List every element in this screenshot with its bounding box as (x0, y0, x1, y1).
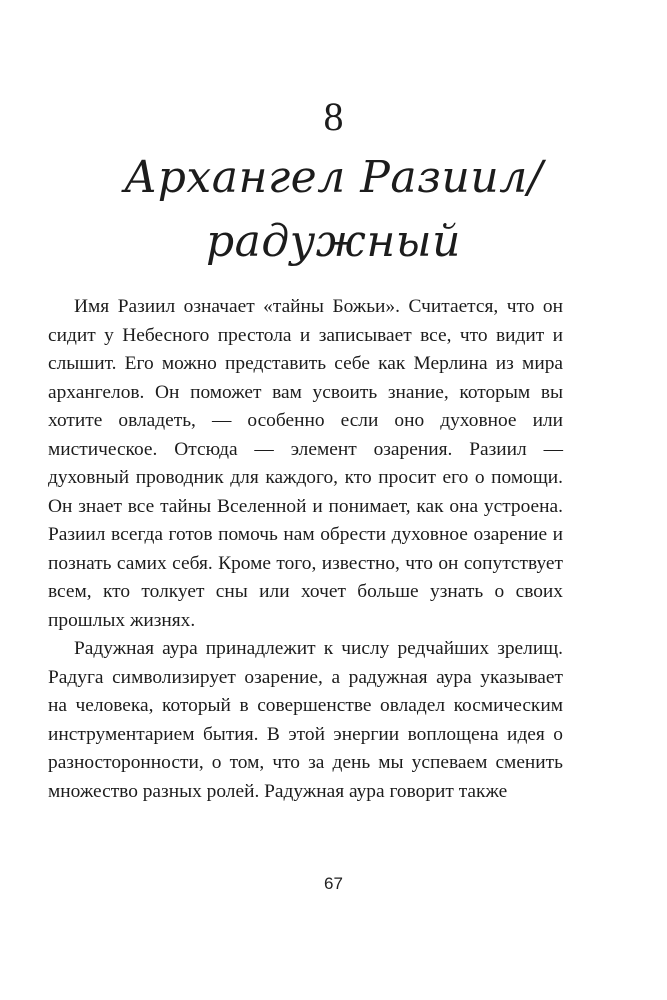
page-number: 67 (324, 874, 343, 893)
paragraph-1: Имя Разиил означает «тайны Божьи». Считается, что он сидит у Небесного престола и записывает все, что видит и слышит. Его можно представить себе как Мерлина из мира архангелов. Он поможет вам усвоить знание, которым вы хотите овладеть, — особенно если оно духовное или мистическое. Отсюда — элемент озарения. Разиил — духовный проводник для каждого, кто просит его о помощи. Он знает все тайны Вселенной и понимает, как она устроена. Разиил всегда готов помочь нам обрести духовное озарение и познать самих себя. Кроме того, известно, что он сопутствует всем, кто толкует сны или хочет больше узнать о своих прошлых жизнях. (48, 296, 563, 631)
chapter-title (0, 146, 667, 274)
chapter-title-line-1: Архангел Разиил/ (123, 152, 544, 203)
paragraph-2: Радужная аура принадлежит к числу редчайших зрелищ. Радуга символизирует озарение, а радужная аура указывает на человека, который в совершенстве овладел космическим инструментарием бытия. В этой энергии воплощена идея о разносторонности, о том, что за день мы успеваем сменить множество разных ролей. Радужная аура говорит также (48, 638, 563, 802)
chapter-number: 8 (323, 94, 344, 139)
body-text (48, 293, 563, 806)
chapter-title-line-2: радужный (206, 216, 461, 267)
